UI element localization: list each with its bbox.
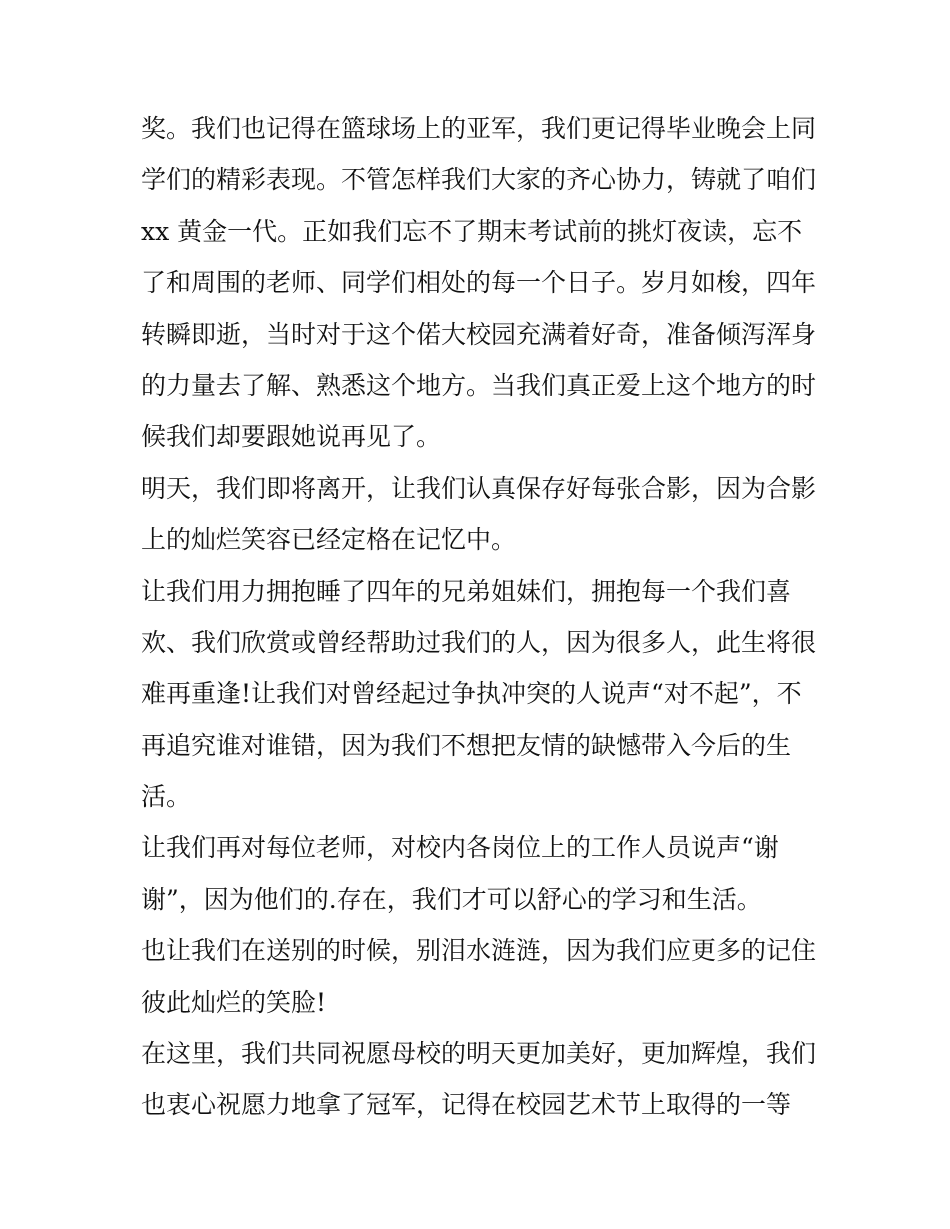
text-line: 活。: [141, 782, 192, 812]
text-line: 在这里，我们共同祝愿母校的明天更加美好，更加辉煌，我们: [141, 1039, 817, 1069]
text-line: 欢、我们欣赏或曾经帮助过我们的人，因为很多人，此生将很: [141, 627, 817, 657]
text-line: 候我们却要跟她说再见了。: [141, 422, 442, 452]
text-line: 明天，我们即将离开，让我们认真保存好每张合影，因为合影: [141, 473, 817, 503]
text-line: 也衷心祝愿力地拿了冠军，记得在校园艺术节上取得的一等: [141, 1090, 792, 1120]
text-line: 转瞬即逝，当时对于这个偌大校园充满着好奇，准备倾泻浑身: [141, 319, 817, 349]
document-body: [141, 103, 821, 1131]
text-line: xx 黄金一代。正如我们忘不了期末考试前的挑灯夜读，忘不: [141, 216, 803, 246]
text-line: 学们的精彩表现。不管怎样我们大家的齐心协力，铸就了咱们: [141, 165, 817, 195]
text-line: 奖。我们也记得在篮球场上的亚军，我们更记得毕业晚会上同: [141, 114, 817, 143]
text-line: 的力量去了解、熟悉这个地方。当我们真正爱上这个地方的时: [141, 370, 817, 400]
text-line: 谢”，因为他们的.存在，我们才可以舒心的学习和生活。: [141, 884, 762, 914]
text-line: 上的灿烂笑容已经定格在记忆中。: [141, 525, 517, 555]
text-line: 了和周围的老师、同学们相处的每一个日子。岁月如梭，四年: [141, 268, 817, 298]
text-line: 也让我们在送别的时候，别泪水涟涟，因为我们应更多的记住: [141, 936, 817, 966]
text-line: 彼此灿烂的笑脸!: [141, 987, 327, 1017]
text-line: 再追究谁对谁错，因为我们不想把友情的缺憾带入今后的生: [141, 730, 792, 760]
text-line: 让我们用力拥抱睡了四年的兄弟姐妹们，拥抱每一个我们喜: [141, 576, 792, 606]
text-line: 让我们再对每位老师，对校内各岗位上的工作人员说声“谢: [141, 833, 779, 863]
text-line: 难再重逢!让我们对曾经起过争执冲突的人说声“对不起”，不: [141, 679, 802, 709]
